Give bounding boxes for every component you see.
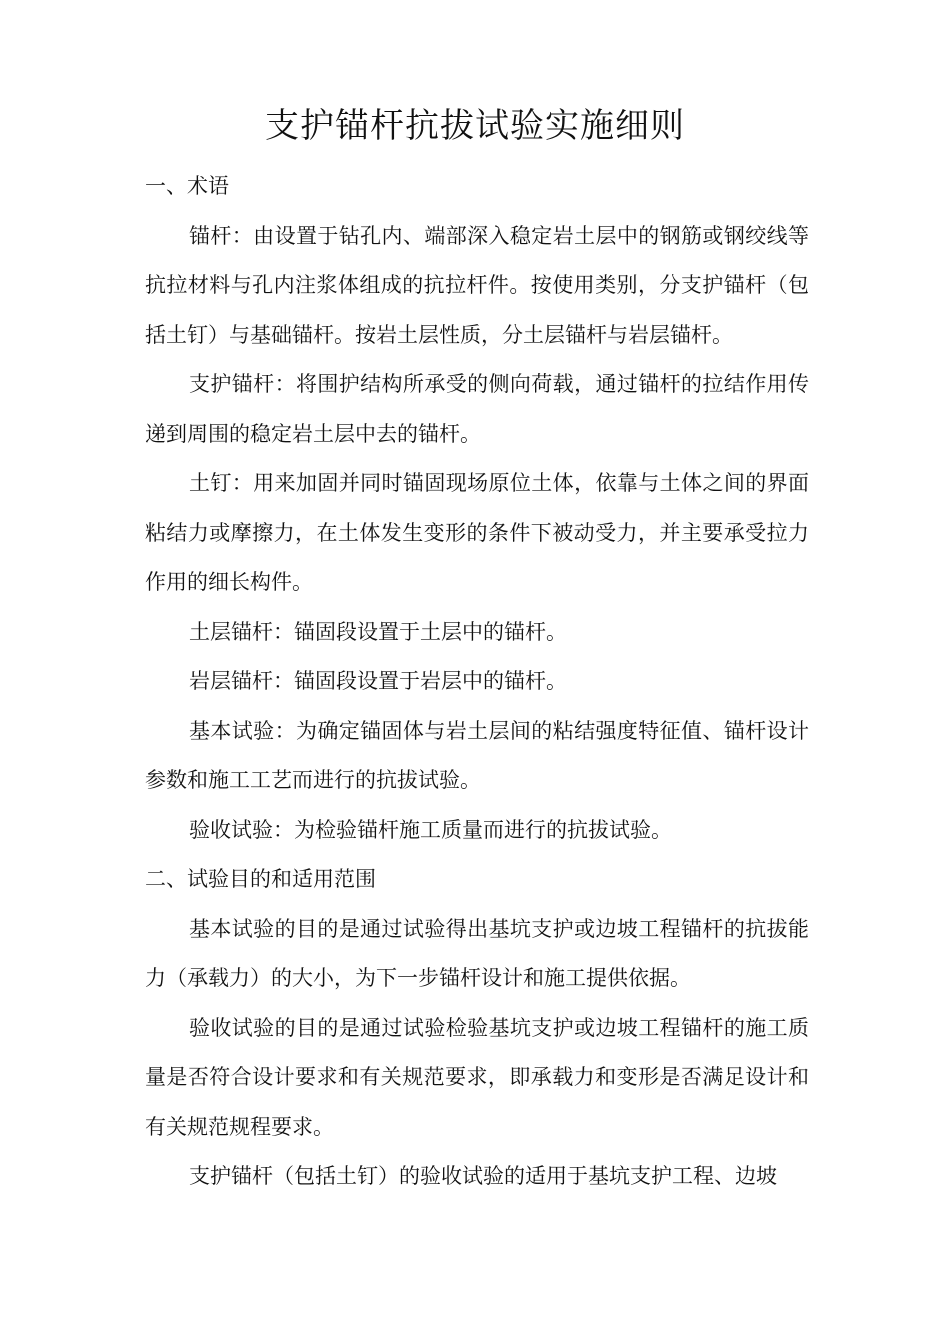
paragraph-scope: 支护锚杆（包括土钉）的验收试验的适用于基坑支护工程、边坡 [189,1164,777,1188]
paragraph-basic-test-definition: 基本试验：为确定锚固体与岩土层间的粘结强度特征值、锚杆设计参数和施工工艺而进行的抗拔试验。 [145,718,809,792]
paragraph-acceptance-test-purpose: 验收试验的目的是通过试验检验基坑支护或边坡工程锚杆的施工质量是否符合设计要求和有关规范要求，即承载力和变形是否满足设计和有关规范规程要求。 [145,1015,809,1139]
paragraph-anchor-definition: 锚杆：由设置于钻孔内、端部深入稳定岩土层中的钢筋或钢绞线等抗拉材料与孔内注浆体组成的抗拉杆件。按使用类别，分支护锚杆（包括土钉）与基础锚杆。按岩土层性质，分土层锚杆与岩层锚杆。 [145,223,809,347]
paragraph-basic-test-purpose: 基本试验的目的是通过试验得出基坑支护或边坡工程锚杆的抗拔能力（承载力）的大小，为下一步锚杆设计和施工提供依据。 [145,916,809,990]
paragraph-support-anchor-definition: 支护锚杆：将围护结构所承受的侧向荷载，通过锚杆的拉结作用传递到周围的稳定岩土层中去的锚杆。 [145,372,809,446]
section-heading-terms: 一、术语 [145,174,229,198]
paragraph-soil-anchor-definition: 土层锚杆：锚固段设置于土层中的锚杆。 [189,619,567,644]
document-title: 支护锚杆抗拔试验实施细则 [265,106,685,146]
paragraph-rock-anchor-definition: 岩层锚杆：锚固段设置于岩层中的锚杆。 [189,669,567,693]
section-heading-purpose-scope: 二、试验目的和适用范围 [145,867,376,891]
paragraph-soil-nail-definition: 土钉：用来加固并同时锚固现场原位土体，依靠与土体之间的界面粘结力或摩擦力，在土体发生变形的条件下被动受力，并主要承受拉力作用的细长构件。 [145,471,809,594]
paragraph-acceptance-test-definition: 验收试验：为检验锚杆施工质量而进行的抗拔试验。 [189,817,672,842]
document-body [145,162,809,1202]
